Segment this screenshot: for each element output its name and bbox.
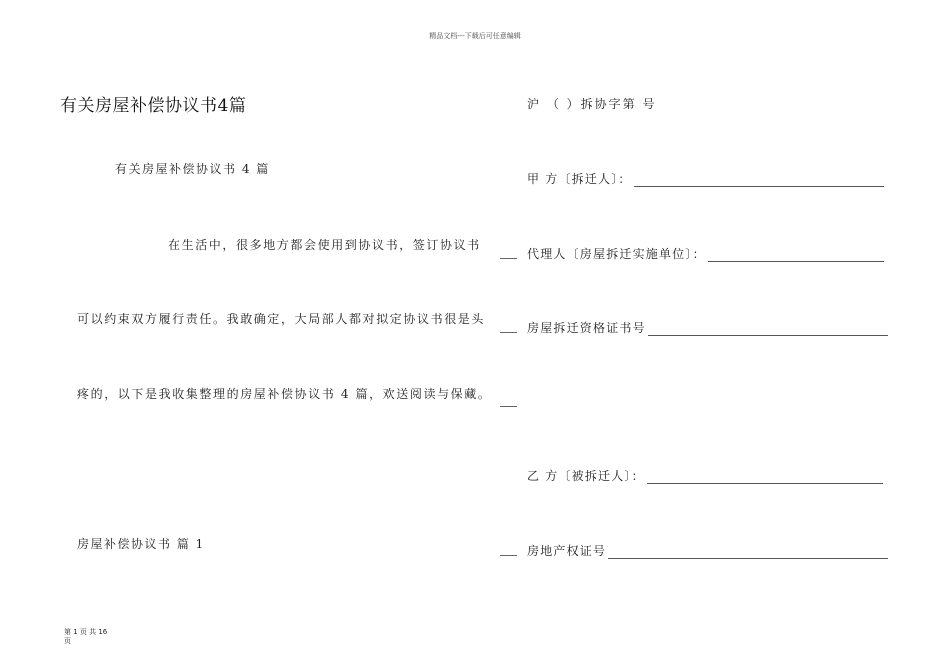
page-number-line-2: 页 xyxy=(64,637,71,645)
cert-no-field xyxy=(527,319,888,336)
document-subtitle: 有关房屋补偿协议书 4 篇 xyxy=(115,162,270,176)
intro-line-1: 在生活中，很多地方都会使用到协议书，签订协议书 xyxy=(168,238,481,252)
party-a-label: 甲 方〔拆迁人〕： xyxy=(527,172,632,186)
section-heading: 房屋补偿协议书 篇 1 xyxy=(77,537,205,551)
intro-line-2: 可以约束双方履行责任。我敢确定，大局部人都对拟定协议书很是头 xyxy=(77,312,486,326)
property-cert-blank xyxy=(608,558,888,559)
agent-label: 代理人〔房屋拆迁实施单位〕： xyxy=(527,247,706,261)
page-number-line-1: 第 1 页 共 16 xyxy=(64,628,108,636)
cert-no-label: 房屋拆迁资格证书号 xyxy=(527,321,646,335)
property-cert-field xyxy=(527,542,888,559)
leading-dash xyxy=(500,555,517,556)
cert-no-blank xyxy=(648,335,888,336)
property-cert-label: 房地产权证号 xyxy=(527,544,607,558)
agreement-ref-number: 沪 （ ）拆协字第 号 xyxy=(527,97,657,111)
party-b-field xyxy=(527,467,883,484)
leading-dash xyxy=(500,258,517,259)
intro-line-3: 疼的，以下是我收集整理的房屋补偿协议书 4 篇，欢送阅读与保藏。 xyxy=(77,387,492,401)
party-a-field xyxy=(527,170,884,187)
party-b-label: 乙 方〔被拆迁人〕： xyxy=(527,469,645,483)
leading-dash xyxy=(500,332,517,333)
document-title: 有关房屋补偿协议书4篇 xyxy=(60,96,247,116)
page-header: 精品文档---下载后可任意编辑 xyxy=(429,32,521,40)
agent-field xyxy=(527,245,884,262)
party-b-blank xyxy=(647,483,883,484)
page-footer xyxy=(64,628,107,646)
leading-dash xyxy=(500,406,517,407)
agent-blank xyxy=(708,261,884,262)
party-a-blank xyxy=(634,186,884,187)
